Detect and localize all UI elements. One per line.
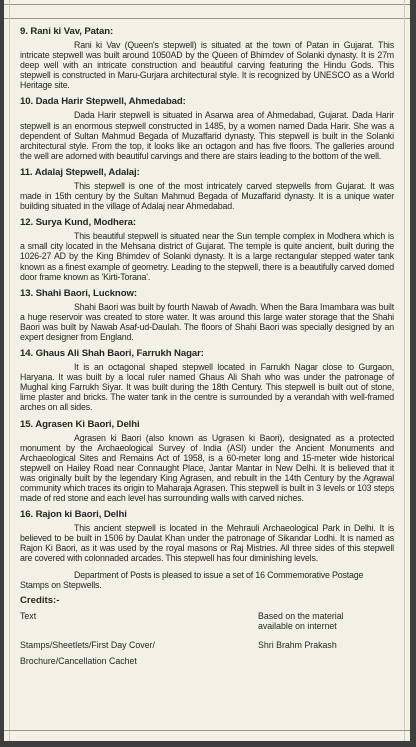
section-body: Agrasen ki Baori (also known as Ugrasen ki Baori), designated as a protected monument by the Archaeological Survey of India (ASI) under the Ancient Monuments and Archaeological Sites and Remains Act of 1958, is a 60-meter long and 15-meter wide historical stepwell on Hailey Road near Connaught Place, Jantar Mantar in New Delhi. It is believed that it was originally built by the legendary King Agrasen, and rebuilt in the 14th Century by the Agrawal community which traces its origin to Maharaja Agrasen. This stepwell is built in 3 levels or 103 steps made of red stone and each level has surrounding walls with carved niches. (20, 432, 394, 504)
section-dada-harir (20, 96, 394, 160)
bottom-rule (4, 730, 410, 731)
section-body: This ancient stepwell is located in the Mehrauli Archaeological Park in Delhi. It is believed to be built in 1506 by Daulat Khan under the patronage of Sikandar Lodhi. It is named as Rajon Ki Baori, as it was used by the royal masons or Raj Mistries. All three sides of this stepwell are covered with colonnaded arcades. This stepwell has four diminishing levels. (20, 523, 394, 564)
section-body: Shahi Baori was built by fourth Nawab of Awadh. When the Bara Imambara was built a huge reservoir was created to store water. It was around this large water storage that the Shahi Baori was built by Nawab Asaf-ud-Daulah. The floors of Shahi Baori was specially designed by an expert designer from England. (20, 301, 394, 342)
brochure-page (4, 0, 410, 741)
section-body: This stepwell is one of the most intricately carved stepwells from Gujarat. It was made in 15th century by the Sultan Mahmud Begada of Muzaffarid dynasty. It is a unique water building situated in the village of Adalaj near Ahmedabad. (20, 180, 394, 212)
credit-row-text (20, 611, 394, 621)
section-heading: 13. Shahi Baori, Lucknow: (20, 287, 137, 299)
section-heading: 12. Surya Kund, Modhera: (20, 217, 136, 229)
section-rani-ki-vav (20, 26, 394, 90)
credit-label: Brochure/Cancellation Cachet (20, 655, 137, 666)
credit-row-design-cont (20, 656, 394, 666)
credit-row-design (20, 640, 394, 650)
section-heading: 14. Ghaus Ali Shah Baori, Farrukh Nagar: (20, 348, 204, 360)
section-body: Rani ki Vav (Queen's stepwell) is situated at the town of Patan in Gujarat. This intricate stepwell was built around 1050AD by the Queen of Bhimdev of Solanki dynasty. It is 27m deep well with an intricate construction and beautiful carving featuring the Hindu Gods. This stepwell is constructed in Maru-Gurjara architectural style. It is recognized by UNESCO as a World Heritage site. (20, 40, 394, 91)
section-shahi-baori (20, 288, 394, 342)
credits-block (20, 595, 394, 666)
credit-value: Shri Brahm Prakash (258, 640, 337, 651)
credit-value: available on internet (258, 621, 337, 632)
closing-statement: Department of Posts is pleased to issue a set of 16 Commemorative Postage Stamps on Stepwells. (20, 569, 364, 590)
section-heading: 11. Adalaj Stepwell, Adalaj: (20, 166, 140, 178)
credit-label: Stamps/Sheetlets/First Day Cover/ (20, 640, 155, 651)
section-heading: 10. Dada Harir Stepwell, Ahmedabad: (20, 96, 186, 108)
section-heading: 9. Rani ki Vav, Patan: (20, 26, 114, 37)
section-ghaus-ali-shah (20, 348, 394, 412)
credit-row-text-cont (20, 621, 394, 631)
section-surya-kund (20, 217, 394, 281)
top-rule (4, 4, 410, 5)
section-body: This beautiful stepwell is situated near the Sun temple complex in Modhera which is a small city located in the Mehsana district of Gujarat. The temple is quite ancient, built during the 1026-27 AD by the King Bhimdev of Solanki dynasty. It is a large rectangular stepped water tank known as a finest example of geometry. Leading to the stepwell, there is a beautifully carved domed door frame known as 'Kirti-Torana'. (20, 231, 394, 282)
top-rule-inner (4, 18, 410, 19)
perforation-edge-right (404, 0, 405, 741)
section-adalaj (20, 167, 394, 211)
section-heading: 15. Agrasen Ki Baori, Delhi (20, 418, 140, 430)
section-body: Dada Harir stepwell is situated in Asarwa area of Ahmedabad, Gujarat. Dada Harir stepwell is an enormous stepwell constructed in 1485, by a women named Dada Harir. She was a dependent of Sultan Mahmud Begada of Muzaffarid dynasty. This stepwell is built in the Solanki architectural style. From the top, it looks like an octagon and has five floors. The galleries around the well are adorned with beautiful carvings and there are stairs leading to the bottom of the well. (20, 110, 394, 161)
perforation-edge-left (9, 0, 10, 741)
credit-value: Based on the material (258, 610, 344, 621)
section-agrasen (20, 419, 394, 504)
section-heading: 16. Rajon ki Baori, Delhi (20, 509, 127, 521)
section-body: It is an octagonal shaped stepwell located in Farrukh Nagar close to Gurgaon, Haryana. It was built by a local ruler named Ghaus Ali Shah who was under the patronage of Mughal king Farrukh Siyar. It was built during the 18th Century. This stepwell is built out of stone, lime plaster and bricks. The water tank in the centre is surrounded by a verandah with well-framed arches on all sides. (20, 362, 394, 413)
credits-title: Credits:- (20, 594, 60, 606)
section-rajon-ki-baori (20, 509, 394, 563)
credit-label: Text (20, 610, 37, 621)
